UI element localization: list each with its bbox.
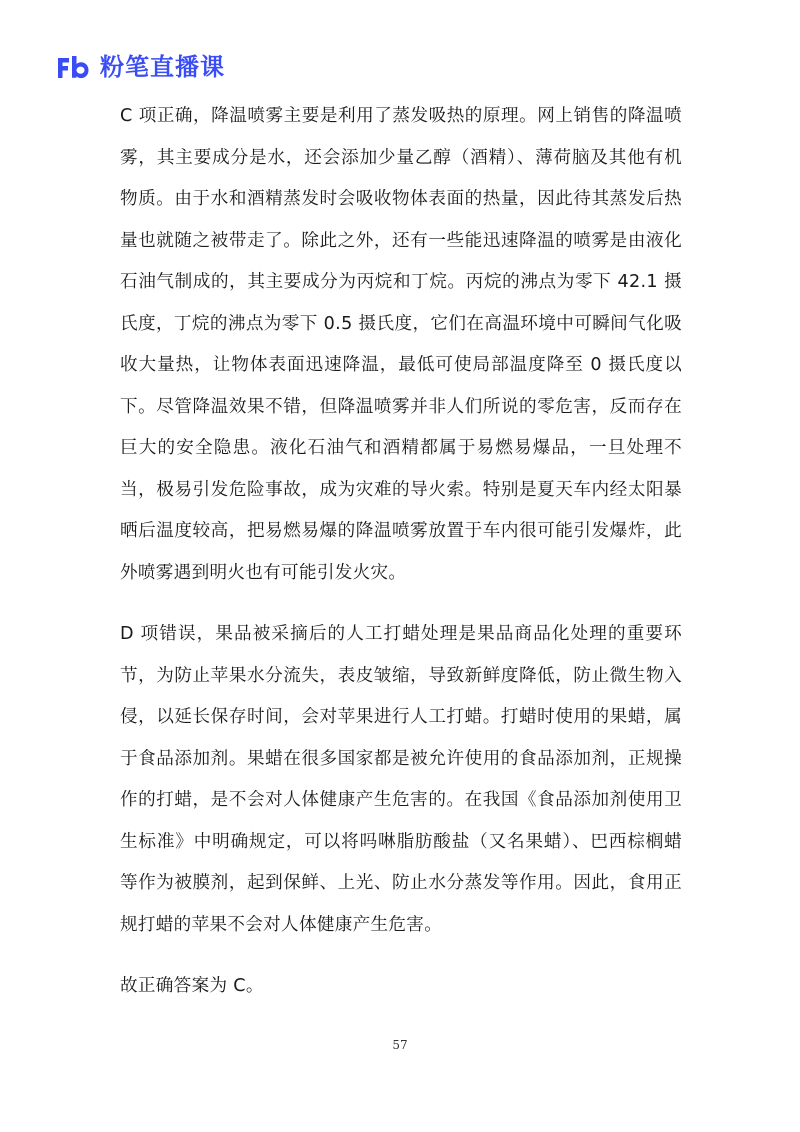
page-header [56,50,225,84]
brand-name: 粉笔直播课 [100,53,225,81]
page-number: 57 [392,1038,408,1052]
fb-logo-icon [56,54,92,80]
paragraph-answer: 故正确答案为 C。 [120,976,264,996]
paragraph-option-c: C 项正确，降温喷雾主要是利用了蒸发吸热的原理。网上销售的降温喷雾，其主要成分是水，还会添加少量乙醇（酒精）、薄荷脑及其他有机物质。由于水和酒精蒸发时会吸收物体表面的热量，因此待其蒸发后热量也就随之被带走了。除此之外，还有一些能迅速降温的喷雾是由液化石油气制成的，其主要成分为丙烷和丁烷。丙烷的沸点为零下 42.1 摄氏度，丁烷的沸点为零下 0.5 摄氏度，它们在高温环境中可瞬间气化吸收大量热，让物体表面迅速降温，最低可使局部温度降至 0 摄氏度以下。尽管降温效果不错，但降温喷雾并非人们所说的零危害，反而存在巨大的安全隐患。液化石油气和酒精都属于易燃易爆品，一旦处理不当，极易引发危险事故，成为灾难的导火索。特别是夏天车内经太阳暴晒后温度较高，把易燃易爆的降温喷雾放置于车内很可能引发爆炸，此外喷雾遇到明火也有可能引发火灾。 [120,106,682,583]
paragraph-option-d: D 项错误，果品被采摘后的人工打蜡处理是果品商品化处理的重要环节，为防止苹果水分流失，表皮皱缩，导致新鲜度降低，防止微生物入侵，以延长保存时间，会对苹果进行人工打蜡。打蜡时使用的果蜡，属于食品添加剂。果蜡在很多国家都是被允许使用的食品添加剂，正规操作的打蜡，是不会对人体健康产生危害的。在我国《食品添加剂使用卫生标准》中明确规定，可以将吗啉脂肪酸盐（又名果蜡）、巴西棕榈蜡等作为被膜剂，起到保鲜、上光、防止水分蒸发等作用。因此，食用正规打蜡的苹果不会对人体健康产生危害。 [120,624,682,935]
document-body [120,96,682,1028]
